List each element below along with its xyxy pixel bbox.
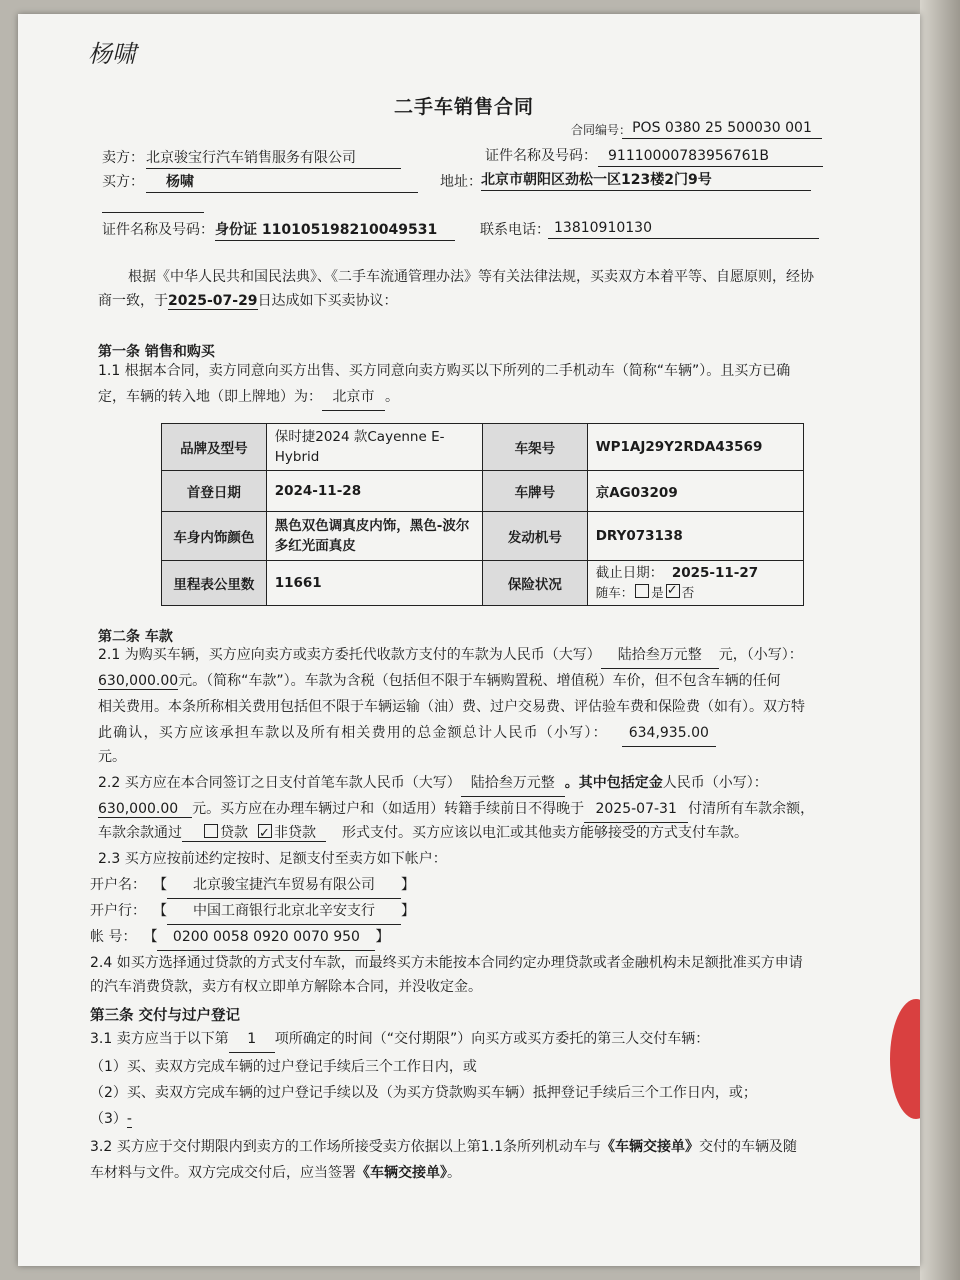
art1-line-2 [98,384,399,411]
reg-date-label: 首登日期 [162,471,267,512]
p24-line-2: 的汽车消费贷款，卖方有权立即单方解除本合同，并没收定金。 [90,979,482,995]
reg-date-value: 2024-11-28 [266,471,482,512]
p22-line-1 [98,770,768,797]
contract-no: POS 0380 25 500030 001 [622,118,822,139]
p21-text-c: 元。（简称“车款”）。车款为含税（包括但不限于车辆购置税、增值税）车价，但不包含车辆的任何 [178,673,781,689]
odometer-value: 11661 [266,561,482,606]
deposit-included: 。其中包括定金 [564,775,663,791]
vin-value: WP1AJ29Y2RDA43569 [587,424,803,471]
handwritten-note: 杨啸 [88,40,136,68]
p31-option-1: （1）买、卖双方完成车辆的过户登记手续后三个工作日内，或 [90,1059,477,1075]
p31-text-a: 3.1 卖方应当于以下第 [90,1031,229,1047]
handover-doc-ref-2: 《车辆交接单》 [356,1165,447,1181]
art1-text: 定，车辆的转入地（即上牌地）为： [98,389,322,405]
color-value: 黑色双色调真皮内饰，黑色-波尔多红光面真皮 [266,512,482,561]
buyer-id: 身份证 110105198210049531 [215,220,455,241]
intro-line-2 [98,288,398,314]
balance-due-date: 2025-07-31 [584,796,688,823]
checkbox-loan [204,824,218,838]
price-upper: 陆拾叁万元整 [601,642,719,669]
account-bank: 中国工商银行北京北辛安支行 [167,898,401,925]
p21-text-b: 元，（小写）： [718,647,803,663]
p21-line-4 [98,720,716,747]
with-car-label: 随车： [595,585,634,600]
article-2-title: 第二条 车款 [98,629,173,645]
p22-line-2 [98,796,814,823]
p21-line-1 [98,642,803,669]
first-payment-small: 630,000.00 [98,801,192,818]
p31-option-2: （2）买、卖双方完成车辆的过户登记手续以及（为买方贷款购买车辆）抵押登记手续后三个工作日内，或； [90,1085,757,1101]
address-label: 地址： [440,174,482,190]
p31-option-3-value: - [126,1111,132,1127]
p31-text-b: 项所确定的时间（“交付期限”）向买方或买方委托的第三人交付车辆： [274,1031,710,1047]
p22-text-e: 付清所有车款余额， [688,801,815,817]
plate-value: 京AG03209 [587,471,803,512]
underline [102,212,204,213]
color-label: 车身内饰颜色 [162,512,267,561]
p31-option-3 [90,1106,132,1132]
buyer-phone: 13810910130 [548,218,819,239]
phone-label: 联系电话： [480,222,550,238]
insurance-expiry: 2025-11-27 [671,565,759,581]
p31-option-3-label: （3） [90,1111,127,1127]
p22-text-d: 元。买方应在办理车辆过户和（如适用）转籍手续前日不得晚于 [192,801,585,817]
art1-line-1: 1.1 根据本合同，卖方同意向买方出售、买方同意向卖方购买以下所列的二手机动车（简称“车辆”）。且买方已确 [98,363,791,379]
p22-text-g: 形式支付。买方应该以电汇或其他卖方能够接受的方式支付车款。 [342,825,748,841]
vin-label: 车架号 [482,424,587,471]
checkbox-non-loan-checked [258,824,272,838]
buyer-id-label: 证件名称及号码： [102,222,214,238]
price-small: 630,000.00 [98,673,179,689]
insurance-value [587,561,803,606]
p23-line: 2.3 买方应按前述约定按时、足额支付至卖方如下帐户： [98,851,447,867]
contract-page [18,14,920,1266]
registration-city: 北京市 [322,384,385,411]
buyer-name: 杨啸 [146,172,418,193]
table-row [162,561,804,606]
background-edge [920,0,960,1280]
non-loan-label: 非贷款 [274,825,316,841]
account-no: 0200 0058 0920 0070 950 [157,924,375,951]
handover-doc-ref: 《车辆交接单》 [600,1139,699,1155]
yes-label: 是 [651,585,664,600]
account-bank-label: 开户行： [90,903,146,919]
account-no-row: 帐 号： 【 0200 0058 0920 0070 950 】 [90,924,389,951]
engine-value: DRY073138 [587,512,803,561]
p21-line-2 [98,668,781,694]
seller-name: 北京骏宝行汽车销售服务有限公司 [146,148,401,169]
p32-text-a: 3.2 买方应于交付期限内到卖方的工作场所接受卖方依据以上第1.1条所列机动车与 [90,1139,601,1155]
p32-line-2 [90,1160,461,1186]
first-payment-upper: 陆拾叁万元整 [461,770,565,797]
account-no-label: 帐 号： [90,929,137,945]
vehicle-table [161,423,804,606]
p21-text-e: 此确认，买方应该承担车款以及所有相关费用的总金额总计人民币（小写）： [98,725,608,741]
art1-period: 。 [385,389,399,405]
intro-text-b: 日达成如下买卖协议： [257,293,398,309]
table-row [162,471,804,512]
intro-text-a: 商一致，于 [98,293,168,309]
seller-id-label: 证件名称及号码： [485,148,597,164]
total-amount: 634,935.00 [622,720,716,747]
account-bank-row: 开户行： 【 中国工商银行北京北辛安支行 】 [90,898,415,925]
p21-line-5: 元。 [98,749,126,765]
p22-text-a: 2.2 买方应在本合同签订之日支付首笔车款人民币（大写） [98,775,461,791]
loan-label: 贷款 [220,825,248,841]
checkbox-no-checked [666,584,680,598]
seller-id: 91110000783956761B [598,146,823,167]
table-row [162,512,804,561]
buyer-address: 北京市朝阳区劲松一区123楼2门9号 [481,170,811,191]
p31-line-1 [90,1026,709,1053]
no-label: 否 [681,585,695,600]
intro-line-1: 根据《中华人民共和国民法典》、《二手车流通管理办法》等有关法律法规，买卖双方本着平等、自愿原则，经协 [128,269,814,285]
odometer-label: 里程表公里数 [162,561,267,606]
brand-value: 保时捷2024 款Cayenne E-Hybrid [266,424,482,471]
p24-line-1: 2.4 如买方选择通过贷款的方式支付车款，而最终买方未能按本合同约定办理贷款或者金融机构未足额批准买方申请 [90,955,803,971]
account-name-row: 开户名： 【 北京骏宝捷汽车贸易有限公司 】 [90,872,415,899]
p21-line-3: 相关费用。本条所称相关费用包括但不限于车辆运输（油）费、过户交易费、评估验车费和保险费（如有）。双方特 [98,699,805,715]
document-title: 二手车销售合同 [394,96,535,118]
insurance-expiry-label: 截止日期： [595,565,664,581]
red-stamp-edge [890,999,920,1119]
p21-text-a: 2.1 为购买车辆，买方应向卖方或卖方委托代收款方支付的车款为人民币（大写） [98,647,601,663]
insurance-label: 保险状况 [482,561,587,606]
delivery-item-no: 1 [229,1026,275,1053]
p22-text-f: 车款余款通过 [98,825,182,841]
p22-text-c: 人民币（小写）： [662,775,768,791]
plate-label: 车牌号 [482,471,587,512]
article-1-title: 第一条 销售和购买 [98,344,215,360]
p22-line-3 [98,820,748,846]
account-name-label: 开户名： [90,877,146,893]
contract-no-label: 合同编号： [571,123,632,137]
buyer-label: 买方： [102,174,144,190]
account-name: 北京骏宝捷汽车贸易有限公司 [167,872,401,899]
engine-label: 发动机号 [482,512,587,561]
p32-text-c: 车材料与文件。双方完成交付后，应当签署 [90,1165,356,1181]
p32-period: 。 [447,1165,461,1181]
seller-label: 卖方： [102,150,144,166]
brand-label: 品牌及型号 [162,424,267,471]
p32-text-b: 交付的车辆及随 [698,1139,797,1155]
agreement-date: 2025-07-29 [168,293,258,309]
table-row [162,424,804,471]
checkbox-yes [635,584,649,598]
article-3-title: 第三条 交付与过户登记 [90,1008,241,1024]
p32-line-1 [90,1134,797,1160]
